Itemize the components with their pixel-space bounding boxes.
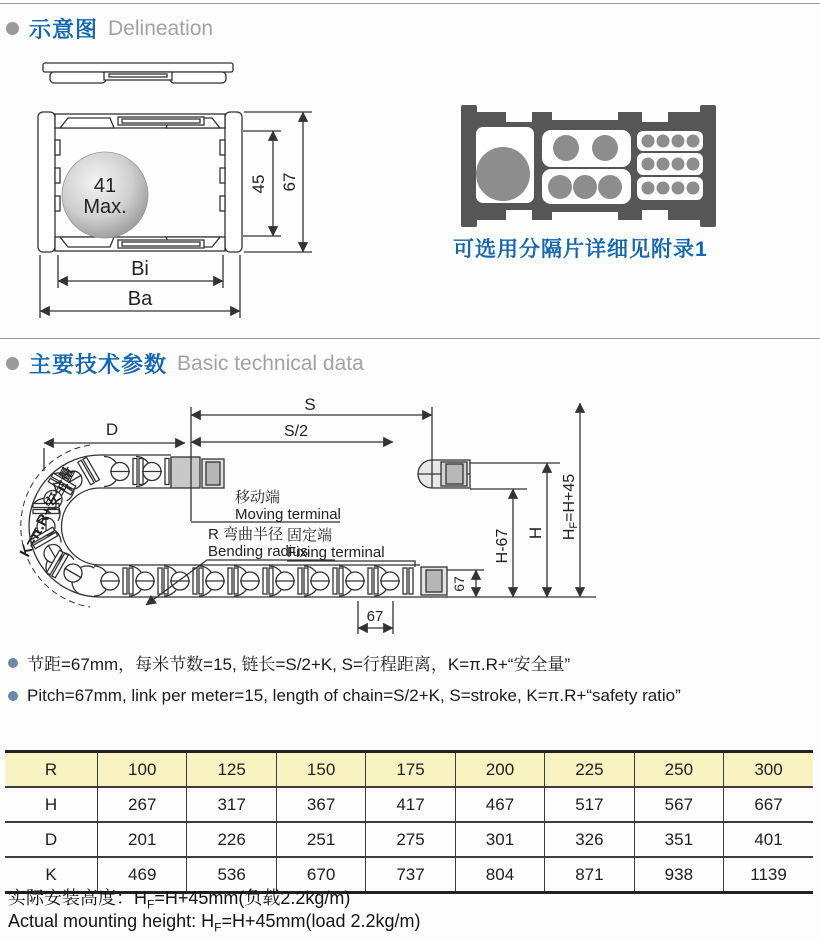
table-cell: 804 [455,857,544,893]
divider-figure [450,100,730,235]
table-cell: 275 [366,822,455,857]
table-cell: H [5,787,98,822]
section-title-zh: 主要技术参数 [29,352,168,377]
cross-section-figure [15,55,335,330]
table-cell: 938 [634,857,723,893]
footer-note-zh: 实际安装高度：$H_F=H+45mm$(负载2.2kg/m) [8,888,351,912]
table-row-h [5,787,813,822]
table-cell: 200 [455,752,544,788]
bending-radius-label-zh: R 弯曲半径 [208,526,284,543]
footer-note-en: Actual mounting height: $H_F=H+45mm(load$ 2.2kg/m) [8,911,421,935]
dim-h-label: H [526,526,545,540]
table-cell: 567 [634,787,723,822]
table-cell: 667 [724,787,813,822]
section-title-zh: 示意图 [29,17,99,42]
divider-line [0,338,820,339]
table-cell: 300 [724,752,813,788]
table-cell: 301 [455,822,544,857]
table-cell: 467 [455,787,544,822]
table-cell: 517 [545,787,634,822]
moving-terminal-label-en: Moving terminal [235,506,341,523]
ball-label-line2: Max. [83,196,127,218]
large-cable-circle [476,147,530,201]
dim-45-label: 45 [249,174,268,194]
pitch-67-bottom-label: 67 [366,608,384,625]
section-header-delineation [6,13,213,44]
table-cell: 125 [187,752,276,788]
table-cell: 670 [276,857,365,893]
chain-diagram-figure [0,388,820,640]
spec-table [5,750,813,894]
table-cell: 351 [634,822,723,857]
dim-s-half-label: S/2 [283,423,309,440]
dim-h67-label: H-67 [494,528,511,564]
dim-d-label: D [105,420,119,439]
pitch-67-right-label: 67 [451,576,467,592]
section-title-en: Basic technical data [177,351,364,375]
note-text: 节距=67mm，每米节数=15, 链长=S/2+K, S=行程距离，K=π.R+“安全量” [27,655,571,674]
table-cell: 1139 [724,857,813,893]
table-cell: 417 [366,787,455,822]
bullet-icon [8,691,18,701]
section-title-en: Delineation [108,16,214,40]
ball-label-line1: 41 [93,175,117,197]
table-cell: 367 [276,787,365,822]
dim-67-label: 67 [280,172,299,192]
table-cell: 251 [276,822,365,857]
table-cell: 250 [634,752,723,788]
table-cell: 150 [276,752,365,788]
table-row-r [5,752,813,788]
section-header-technical-data [6,348,364,379]
note-pitch-zh [8,650,570,675]
table-cell: 536 [187,857,276,893]
dim-s-label: S [304,395,316,414]
fixing-terminal-label-zh: 固定端 [287,527,333,544]
dim-bi-label: Bi [131,258,149,280]
table-cell: 225 [545,752,634,788]
bullet-icon [6,357,19,370]
table-cell: R [5,752,98,788]
table-cell: 201 [98,822,187,857]
divider-line [0,3,820,4]
moving-terminal-label-zh: 移动端 [235,489,281,506]
dim-hf-label: HF=H+45 [561,473,580,541]
table-cell: 267 [98,787,187,822]
note-pitch-en [8,686,681,706]
k-formula-label: K=π.R+安全量 [16,463,79,560]
divider-caption: 可选用分隔片详细见附录1 [453,238,708,261]
table-cell: 871 [545,857,634,893]
bullet-icon [6,22,19,35]
table-cell: 100 [98,752,187,788]
table-cell: K [5,857,98,893]
table-cell: D [5,822,98,857]
table-cell: 317 [187,787,276,822]
table-cell: 175 [366,752,455,788]
dim-ba-label: Ba [127,288,153,310]
note-text: Pitch=67mm, link per meter=15, length of chain=S/2+K, S=stroke, K=π.R+“safety ratio” [27,686,681,705]
fixing-terminal-label-en: Fixing terminal [287,544,385,561]
bending-radius-label-en: Bending radius [208,543,309,560]
table-cell: 469 [98,857,187,893]
bullet-icon [8,658,18,668]
table-cell: 737 [366,857,455,893]
table-cell: 401 [724,822,813,857]
table-cell: 326 [545,822,634,857]
table-row-d [5,822,813,857]
table-cell: 226 [187,822,276,857]
